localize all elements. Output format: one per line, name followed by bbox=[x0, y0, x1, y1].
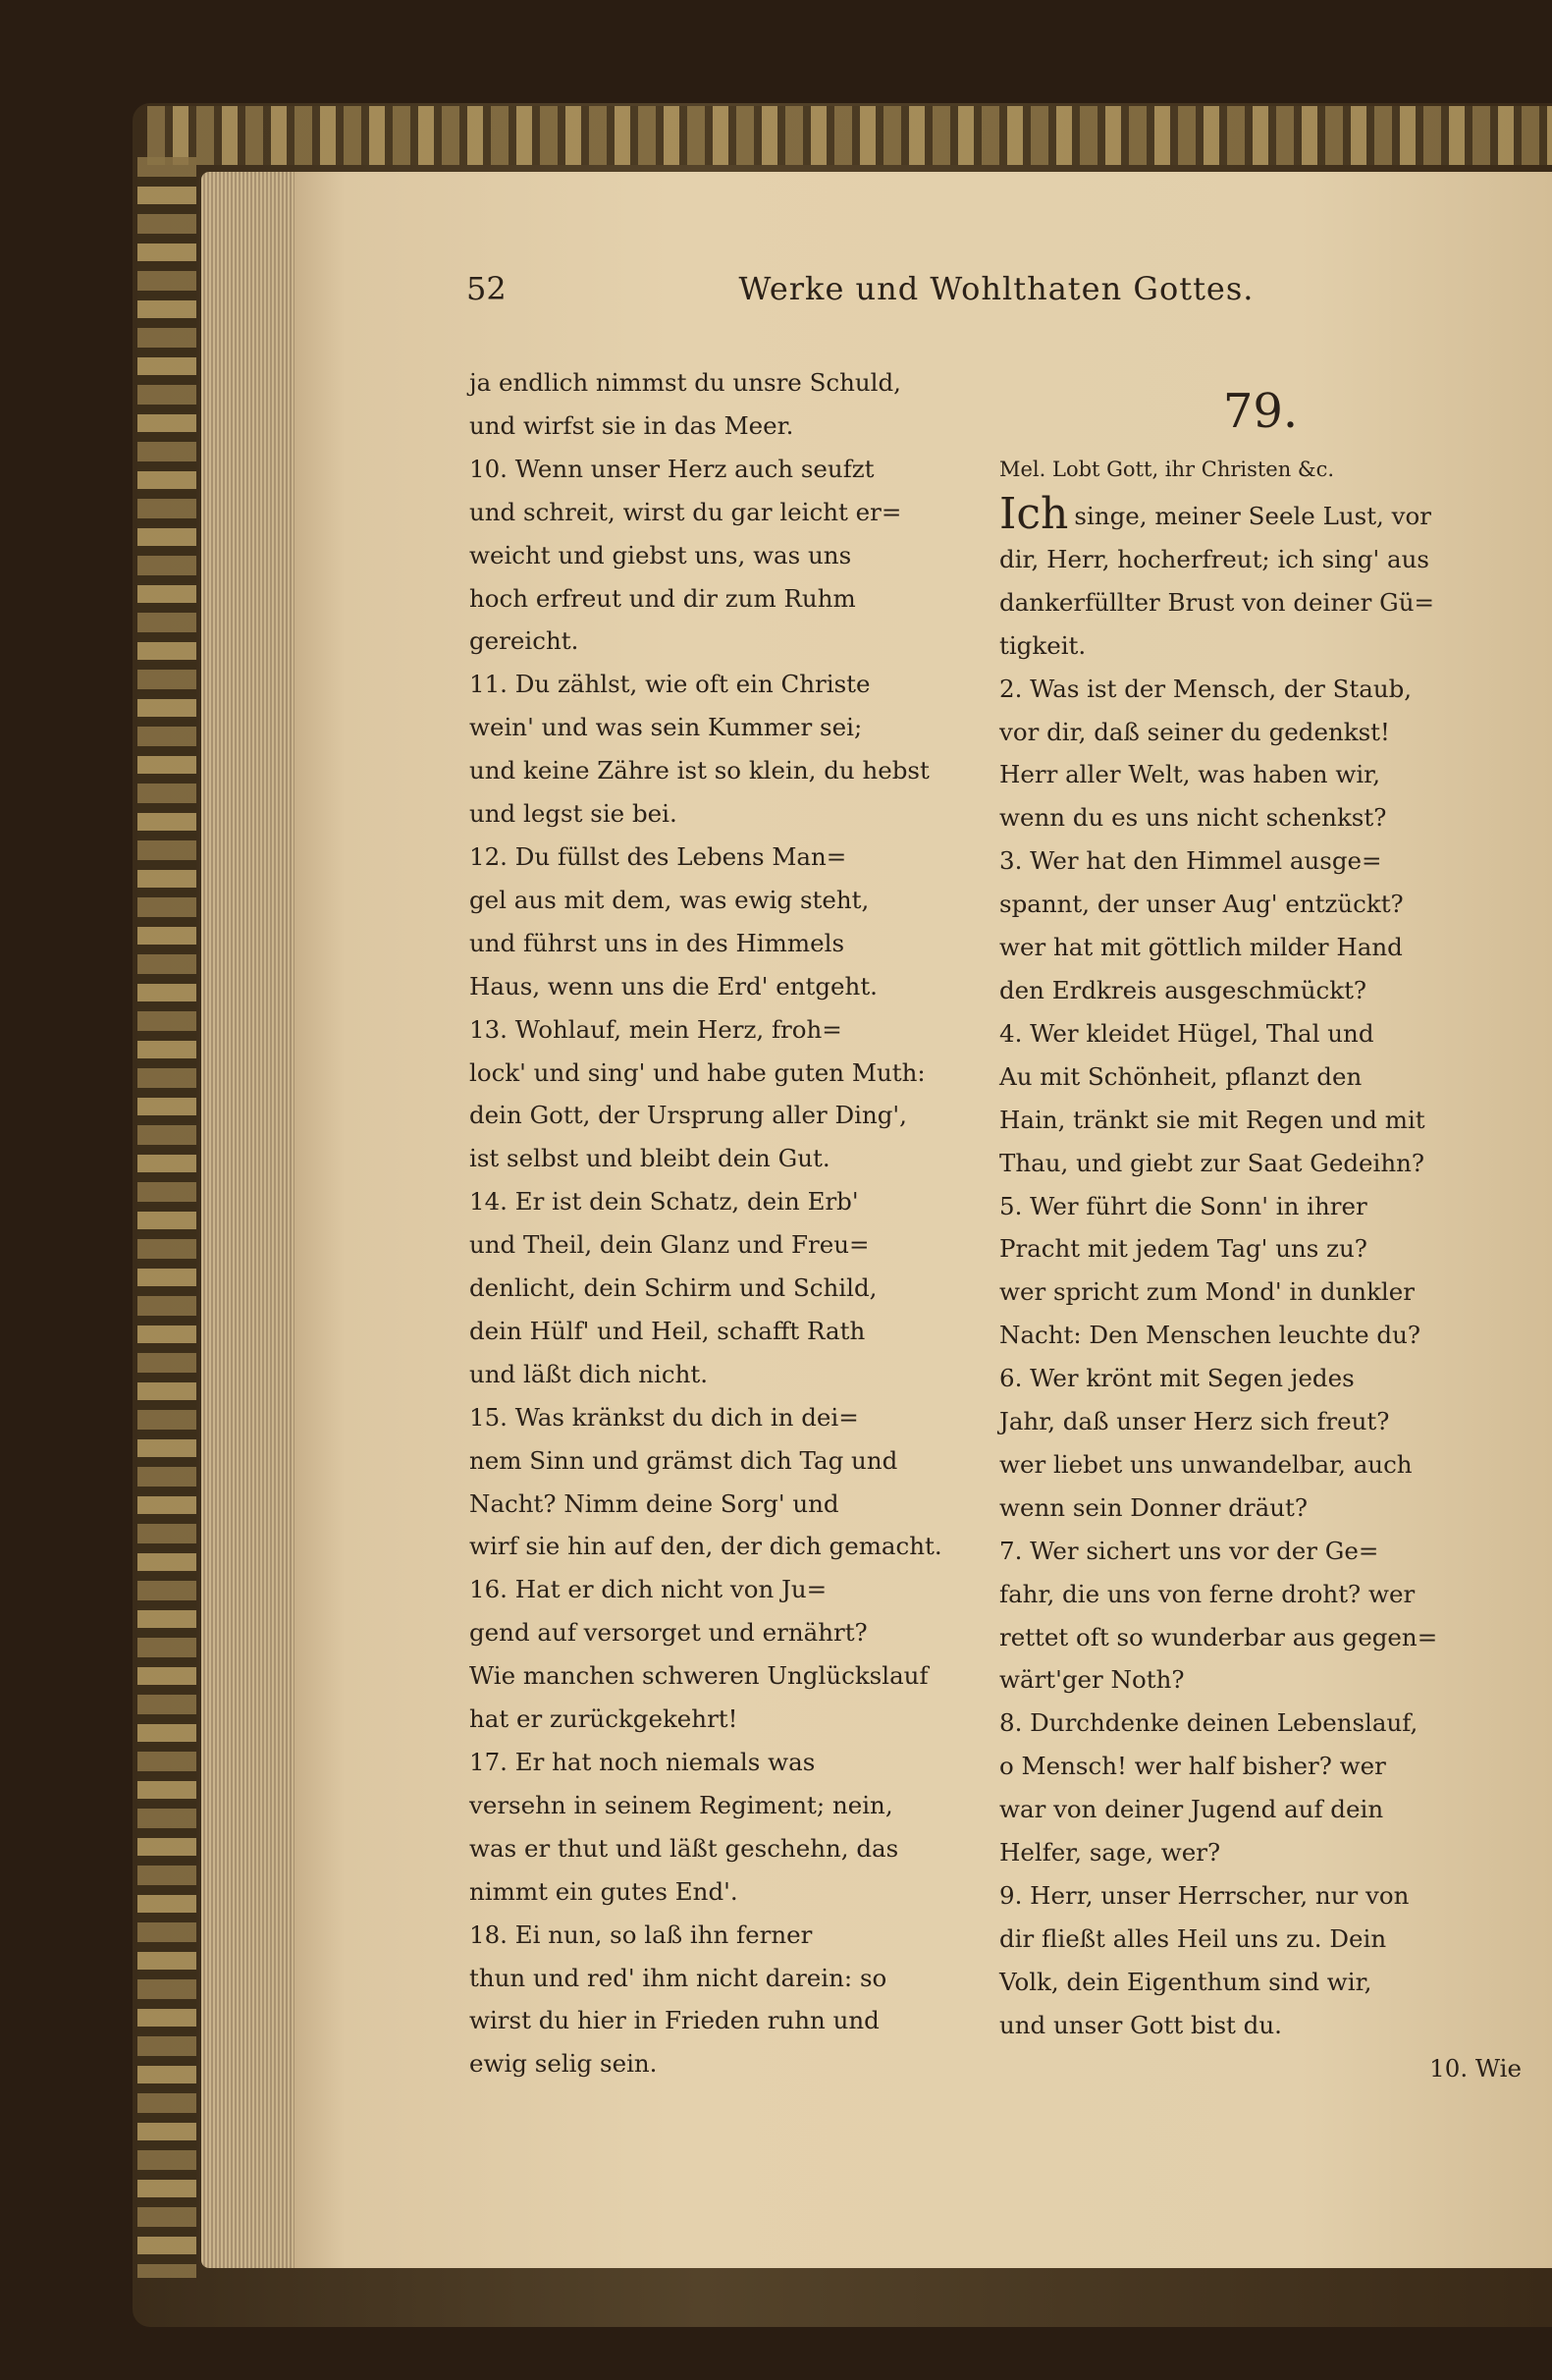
text-line: vor dir, daß seiner du gedenkst! bbox=[999, 717, 1390, 746]
text-line: 14. Er ist dein Schatz, dein Erb' bbox=[469, 1187, 859, 1217]
text-line: und läßt dich nicht. bbox=[469, 1359, 709, 1388]
text-line: dein Hülf' und Heil, schafft Rath bbox=[469, 1316, 866, 1345]
text-line: wer hat mit göttlich milder Hand bbox=[999, 933, 1403, 962]
text-line: den Erdkreis ausgeschmückt? bbox=[999, 975, 1367, 1004]
text-line: Hain, tränkt sie mit Regen und mit bbox=[999, 1105, 1425, 1134]
right-column-lines bbox=[999, 538, 1522, 2047]
text-line: 13. Wohlauf, mein Herz, froh= bbox=[469, 1014, 842, 1044]
text-line: o Mensch! wer half bisher? wer bbox=[999, 1752, 1386, 1781]
text-line: ewig selig sein. bbox=[469, 2049, 658, 2079]
text-line: 16. Hat er dich nicht von Ju= bbox=[469, 1575, 828, 1604]
page-number: 52 bbox=[466, 270, 507, 307]
text-line: 7. Wer sichert uns vor der Ge= bbox=[999, 1536, 1379, 1565]
text-line: nem Sinn und grämst dich Tag und bbox=[469, 1445, 898, 1475]
text-line: Helfer, sage, wer? bbox=[999, 1838, 1221, 1867]
first-line-text: singe, meiner Seele Lust, vor bbox=[1074, 502, 1431, 530]
text-line: Herr aller Welt, was haben wir, bbox=[999, 760, 1380, 789]
left-column bbox=[469, 361, 970, 2085]
cover-ornament-left bbox=[137, 157, 196, 2278]
text-line: gend auf versorget und ernährt? bbox=[469, 1618, 868, 1648]
text-line: denlicht, dein Schirm und Schild, bbox=[469, 1273, 878, 1303]
text-line: 11. Du zählst, wie oft ein Christe bbox=[469, 670, 871, 699]
text-line: Pracht mit jedem Tag' uns zu? bbox=[999, 1234, 1367, 1264]
text-line: Thau, und giebt zur Saat Gedeihn? bbox=[999, 1148, 1425, 1177]
right-column bbox=[999, 361, 1522, 2090]
text-line: wenn du es uns nicht schenkst? bbox=[999, 803, 1387, 833]
text-line: ist selbst und bleibt dein Gut. bbox=[469, 1144, 830, 1173]
text-line: hoch erfreut und dir zum Ruhm bbox=[469, 583, 856, 613]
text-line: 18. Ei nun, so laß ihn ferner bbox=[469, 1920, 813, 1949]
text-line: lock' und sing' und habe guten Muth: bbox=[469, 1057, 926, 1087]
text-line: gereicht. bbox=[469, 626, 579, 656]
text-line: 17. Er hat noch niemals was bbox=[469, 1748, 816, 1776]
hymn-first-line bbox=[999, 489, 1522, 539]
text-line: hat er zurückgekehrt! bbox=[469, 1704, 738, 1734]
text-line: und führst uns in des Himmels bbox=[469, 928, 845, 957]
text-line: und wirfst sie in das Meer. bbox=[469, 410, 794, 440]
text-line: Au mit Schönheit, pflanzt den bbox=[999, 1061, 1363, 1091]
hymn-number: 79. bbox=[1222, 384, 1299, 439]
text-line: 2. Was ist der Mensch, der Staub, bbox=[999, 674, 1413, 703]
cover-ornament-top bbox=[147, 106, 1552, 165]
text-line: rettet oft so wunderbar aus gegen= bbox=[999, 1622, 1438, 1651]
text-line: thun und red' ihm nicht darein: so bbox=[469, 1963, 887, 1992]
book-page bbox=[294, 172, 1552, 2268]
text-line: 4. Wer kleidet Hügel, Thal und bbox=[999, 1018, 1374, 1048]
text-line: weicht und giebst uns, was uns bbox=[469, 540, 852, 569]
melody-line: Mel. Lobt Gott, ihr Christen &c. bbox=[999, 458, 1335, 481]
text-line: dir fließt alles Heil uns zu. Dein bbox=[999, 1923, 1387, 1953]
text-line: tigkeit. bbox=[999, 630, 1087, 660]
text-line: Nacht: Den Menschen leuchte du? bbox=[999, 1321, 1420, 1350]
text-line: gel aus mit dem, was ewig steht, bbox=[469, 885, 870, 914]
running-title: Werke und Wohlthaten Gottes. bbox=[738, 270, 1255, 307]
text-line: versehn in seinem Regiment; nein, bbox=[469, 1790, 893, 1819]
text-line: 6. Wer krönt mit Segen jedes bbox=[999, 1364, 1355, 1393]
text-line: ja endlich nimmst du unsre Schuld, bbox=[469, 368, 901, 397]
text-line: Nacht? Nimm deine Sorg' und bbox=[469, 1488, 839, 1518]
page-edges bbox=[201, 172, 299, 2268]
text-line: 3. Wer hat den Himmel ausge= bbox=[999, 846, 1382, 876]
text-line: 10. Wenn unser Herz auch seufzt bbox=[469, 454, 875, 483]
text-line: und schreit, wirst du gar leicht er= bbox=[469, 497, 902, 526]
text-line: 9. Herr, unser Herrscher, nur von bbox=[999, 1881, 1410, 1910]
text-line: was er thut und läßt geschehn, das bbox=[469, 1833, 899, 1863]
text-line: war von deiner Jugend auf dein bbox=[999, 1795, 1384, 1824]
text-line: fahr, die uns von ferne droht? wer bbox=[999, 1579, 1416, 1608]
text-line: Jahr, daß unser Herz sich freut? bbox=[999, 1407, 1390, 1436]
text-line: und unser Gott bist du. bbox=[999, 2010, 1282, 2039]
text-line: und keine Zähre ist so klein, du hebst bbox=[469, 756, 930, 785]
text-line: dankerfüllter Brust von deiner Gü= bbox=[999, 587, 1435, 617]
text-line: spannt, der unser Aug' entzückt? bbox=[999, 890, 1404, 919]
text-line: wirf sie hin auf den, der dich gemacht. bbox=[469, 1532, 942, 1561]
text-line: wirst du hier in Frieden ruhn und bbox=[469, 2006, 880, 2035]
text-line: wärt'ger Noth? bbox=[999, 1665, 1185, 1695]
text-line: und legst sie bei. bbox=[469, 799, 677, 829]
text-line: 5. Wer führt die Sonn' in ihrer bbox=[999, 1191, 1367, 1220]
drop-capital: Ich bbox=[999, 489, 1069, 539]
catchword: 10. Wie bbox=[1429, 2053, 1522, 2082]
text-line: 15. Was kränkst du dich in dei= bbox=[469, 1402, 859, 1432]
text-line: 12. Du füllst des Lebens Man= bbox=[469, 841, 847, 871]
text-line: Wie manchen schweren Unglückslauf bbox=[469, 1661, 929, 1691]
page-header bbox=[466, 270, 1526, 329]
text-line: wer spricht zum Mond' in dunkler bbox=[999, 1277, 1415, 1307]
text-line: wer liebet uns unwandelbar, auch bbox=[999, 1449, 1413, 1479]
text-line: wein' und was sein Kummer sei; bbox=[469, 713, 863, 742]
text-line: Volk, dein Eigenthum sind wir, bbox=[999, 1967, 1372, 1996]
text-line: und Theil, dein Glanz und Freu= bbox=[469, 1230, 870, 1260]
text-line: 8. Durchdenke deinen Lebenslauf, bbox=[999, 1708, 1418, 1738]
text-line: Haus, wenn uns die Erd' entgeht. bbox=[469, 971, 878, 1001]
text-line: dein Gott, der Ursprung aller Ding', bbox=[469, 1101, 907, 1130]
text-line: dir, Herr, hocherfreut; ich sing' aus bbox=[999, 544, 1429, 573]
text-line: nimmt ein gutes End'. bbox=[469, 1876, 738, 1906]
text-line: wenn sein Donner dräut? bbox=[999, 1492, 1309, 1522]
